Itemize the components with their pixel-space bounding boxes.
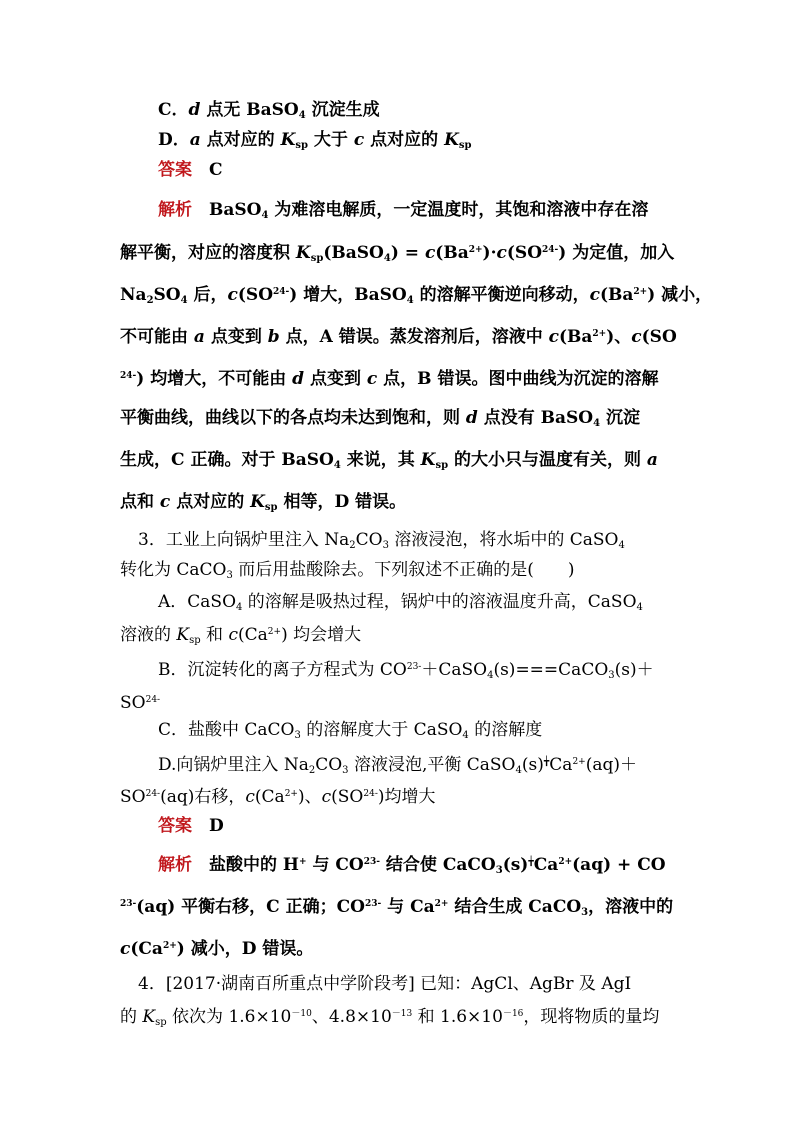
subscript: sp (155, 1017, 167, 1028)
text-run: c (424, 243, 436, 263)
text-run: K (250, 492, 265, 512)
text-line (120, 1002, 659, 1035)
superscript: 2+ (284, 789, 298, 799)
text-run: 的溶解度大于 CaSO (300, 720, 463, 740)
superscript: 2+ (592, 329, 607, 339)
text-run: CO (355, 530, 383, 550)
subscript: 4 (236, 602, 243, 613)
text-run: (SO (237, 285, 274, 305)
text-run: A．CaSO (158, 592, 237, 612)
subscript: 3 (495, 865, 503, 876)
text-line (120, 688, 160, 715)
subscript: 4 (383, 253, 391, 264)
text-line (158, 750, 637, 783)
subscript: 4 (593, 418, 601, 429)
text-line (138, 972, 631, 996)
text-run: K (420, 450, 436, 470)
superscript: 24- (145, 695, 161, 705)
subscript: 4 (333, 460, 341, 471)
text-run: c (227, 285, 238, 305)
text-run: (Ca (254, 787, 285, 807)
text-run: 与 CO (306, 855, 364, 875)
text-run: 与 Ca (381, 897, 435, 917)
subscript: sp (189, 635, 201, 646)
subscript: 4 (406, 295, 414, 306)
text-run: CO (315, 755, 343, 775)
text-run: c (245, 787, 255, 807)
superscript: 24- (120, 371, 137, 381)
text-run: c (589, 285, 600, 305)
text-run: 点无 BaSO (200, 100, 299, 120)
text-run: c (631, 327, 642, 347)
text-run: (Ba (558, 327, 593, 347)
superscript: 2+ (633, 287, 648, 297)
subscript: sp (310, 253, 324, 264)
text-run: (aq)＋ (585, 755, 638, 775)
text-line (120, 620, 361, 653)
text-run: 沉淀生成 (305, 100, 380, 120)
text-line (120, 558, 575, 588)
text-run: (aq) 平衡右移，C 正确；CO (136, 897, 365, 917)
subscript: sp (264, 502, 278, 513)
text-run: 依次为 1.6×10 (166, 1007, 292, 1027)
subscript: 2 (308, 765, 316, 776)
text-line (158, 158, 223, 182)
text-run: 、4.8×10 (311, 1007, 392, 1027)
text-run: (s) (521, 755, 544, 775)
text-run: a (193, 327, 205, 347)
text-run: 和 (200, 625, 229, 645)
text-run: Na (120, 285, 147, 305)
text-run: SO (120, 787, 146, 807)
superscript: 23- (363, 857, 380, 867)
text-run: (s)＋ (614, 660, 654, 680)
subscript: 2 (146, 295, 154, 306)
text-line (158, 590, 643, 620)
text-run: c (496, 243, 507, 263)
text-run: 点，A 错误。蒸发溶剂后，溶液中 (279, 327, 549, 347)
text-run: )、 (297, 787, 322, 807)
text-line (120, 322, 677, 349)
text-run: 的溶解平衡逆向移动， (413, 285, 590, 305)
text-run: 的溶解度 (468, 720, 543, 740)
text-run: 生成，C 正确。对于 BaSO (120, 450, 334, 470)
text-run: c (228, 625, 238, 645)
text-run: c (120, 939, 131, 959)
text-line (120, 238, 674, 271)
superscript: 2+ (572, 757, 586, 767)
text-run: 结合使 CaCO (379, 855, 496, 875)
text-run: (Ba (599, 285, 634, 305)
text-run: 的溶解是吸热过程，锅炉中的溶液温度升高，CaSO (242, 592, 637, 612)
subscript: sp (435, 460, 449, 471)
text-run: 点，B 错误。图中曲线为沉淀的溶解 (377, 369, 659, 389)
subscript: 4 (180, 295, 188, 306)
text-run: B．沉淀转化的离子方程式为 CO (158, 660, 407, 680)
text-run: d (465, 408, 478, 428)
text-run: )均增大 (377, 787, 436, 807)
text-run: K (142, 1007, 156, 1027)
text-run: (SO (506, 243, 543, 263)
text-line (120, 448, 658, 478)
text-run: 溶液浸泡，将水垢中的 CaSO (388, 530, 619, 550)
text-run: SO (120, 693, 146, 713)
text-line (120, 782, 436, 809)
text-run: 解平衡，对应的溶度积 (120, 243, 296, 263)
text-run: 溶液的 (120, 625, 177, 645)
text-run: D． (158, 130, 190, 150)
superscript: 23- (120, 899, 137, 909)
text-run: SO (153, 285, 181, 305)
text-run: 的大小只与温度有关，则 (448, 450, 647, 470)
text-run: a (646, 450, 658, 470)
text-line (120, 364, 658, 391)
text-run: C． (158, 100, 189, 120)
text-run: ＋CaSO (421, 660, 488, 680)
superscript: ╈ (543, 757, 550, 767)
text-run: c (159, 492, 171, 512)
text-run: 和 1.6×10 (412, 1007, 503, 1027)
subscript: sp (295, 140, 309, 151)
section-label: 答案 (158, 160, 192, 180)
superscript: 2+ (434, 899, 449, 909)
superscript: 2+ (162, 941, 177, 951)
text-run: a (189, 130, 201, 150)
superscript: + (298, 857, 307, 867)
superscript: －10 (291, 1009, 312, 1019)
superscript: 2+ (468, 245, 483, 255)
text-run: c (548, 327, 559, 347)
superscript: －13 (391, 1009, 413, 1019)
text-run: (s)===CaCO (493, 660, 609, 680)
text-line (158, 850, 666, 883)
subscript: 4 (298, 110, 306, 121)
text-run: 为难溶电解质，一定温度时，其饱和溶液中存在溶 (268, 200, 649, 220)
superscript: 23- (406, 662, 422, 672)
text-run: ) 减小，D 错误。 (176, 939, 314, 959)
text-run: 而后用盐酸除去。下列叙述不正确的是( ) (232, 560, 575, 580)
text-run: c (366, 369, 378, 389)
text-run: 的 (120, 1007, 143, 1027)
subscript: 4 (462, 730, 469, 741)
text-run: C (192, 160, 223, 180)
text-run: D.向锅炉里注入 Na (158, 755, 309, 775)
text-run: ) 为定值，加入 (558, 243, 675, 263)
text-run: 相等，D 错误。 (277, 492, 407, 512)
superscript: 24- (542, 245, 559, 255)
text-run: 沉淀 (600, 408, 641, 428)
text-run: 点变到 (304, 369, 367, 389)
text-run: ，溶液中的 (588, 897, 674, 917)
text-line (158, 198, 648, 228)
text-run: 大于 (308, 130, 354, 150)
text-line (158, 128, 471, 158)
subscript: 4 (487, 670, 494, 681)
superscript: 24- (145, 789, 161, 799)
superscript: 24- (273, 287, 290, 297)
text-run: 点对应的 (200, 130, 281, 150)
text-run: (SO (641, 327, 677, 347)
superscript: 24- (363, 789, 378, 799)
text-line (158, 655, 654, 688)
text-run: b (267, 327, 280, 347)
text-run: 点对应的 (364, 130, 445, 150)
section-label: 解析 (158, 200, 192, 220)
text-run: 溶液浸泡,平衡 CaSO (348, 755, 516, 775)
text-run: d (188, 100, 201, 120)
text-run: C．盐酸中 CaCO (158, 720, 295, 740)
subscript: 3 (226, 570, 233, 581)
text-run: Ca (549, 755, 573, 775)
subscript: 4 (636, 602, 643, 613)
text-run: d (292, 369, 305, 389)
text-line (158, 718, 542, 748)
text-run: 转化为 CaCO (120, 560, 227, 580)
text-run: 点没有 BaSO (477, 408, 594, 428)
text-run: K (176, 625, 190, 645)
text-run: K (295, 243, 311, 263)
text-line (158, 814, 224, 838)
text-run: (aq) + CO (572, 855, 666, 875)
superscript: 2+ (267, 627, 282, 637)
subscript: 3 (608, 670, 615, 681)
section-label: 解析 (158, 855, 192, 875)
text-run: ) = (390, 243, 425, 263)
text-run: )、 (606, 327, 632, 347)
subscript: 2 (349, 540, 356, 551)
subscript: 4 (618, 540, 625, 551)
text-run: (s) (502, 855, 529, 875)
text-line (120, 934, 313, 961)
text-run: K (280, 130, 296, 150)
text-run: (SO (331, 787, 364, 807)
text-run: D (192, 816, 224, 836)
section-label: 答案 (158, 816, 192, 836)
text-line (120, 280, 712, 313)
text-run: 4．[2017·湖南百所重点中学阶段考] 已知：AgCl、AgBr 及 AgI (138, 974, 632, 994)
text-run: 点变到 (204, 327, 268, 347)
text-run: 3．工业上向锅炉里注入 Na (138, 530, 350, 550)
text-line (158, 98, 380, 128)
text-run: 结合生成 CaCO (448, 897, 582, 917)
text-run: ，现将物质的量均 (523, 1007, 660, 1027)
subscript: 4 (261, 210, 269, 221)
text-run: BaSO (192, 200, 262, 220)
text-run: 点对应的 (170, 492, 251, 512)
text-line (120, 490, 406, 520)
text-run: (Ca (130, 939, 163, 959)
text-run: K (444, 130, 459, 150)
text-run: c (353, 130, 365, 150)
text-run: (BaSO (323, 243, 384, 263)
text-run: 平衡曲线，曲线以下的各点均未达到饱和，则 (120, 408, 466, 428)
text-run: 后， (187, 285, 228, 305)
superscript: 2+ (558, 857, 573, 867)
text-line (120, 892, 673, 925)
text-run: 盐酸中的 H (192, 855, 299, 875)
subscript: 4 (515, 765, 522, 776)
text-run: ) 减小， (647, 285, 713, 305)
text-run: Ca (533, 855, 559, 875)
subscript: 3 (294, 730, 301, 741)
superscript: 23- (364, 899, 382, 909)
text-run: )· (482, 243, 497, 263)
text-run: 来说，其 (340, 450, 421, 470)
superscript: ╈ (528, 857, 534, 867)
subscript: 3 (342, 765, 349, 776)
subscript: 3 (581, 907, 589, 918)
text-line (138, 528, 625, 558)
text-run: ) 均会增大 (281, 625, 362, 645)
text-run: 点和 (120, 492, 160, 512)
text-run: (Ba (435, 243, 469, 263)
text-run: (aq)右移， (160, 787, 246, 807)
text-run: 不可能由 (120, 327, 194, 347)
text-run: ) 均增大，不可能由 (136, 369, 293, 389)
text-run: (Ca (238, 625, 268, 645)
text-run: c (321, 787, 332, 807)
subscript: 3 (382, 540, 389, 551)
text-run: ) 增大，BaSO (289, 285, 407, 305)
text-line (120, 406, 640, 436)
subscript: sp (458, 140, 472, 151)
superscript: －16 (502, 1009, 524, 1019)
